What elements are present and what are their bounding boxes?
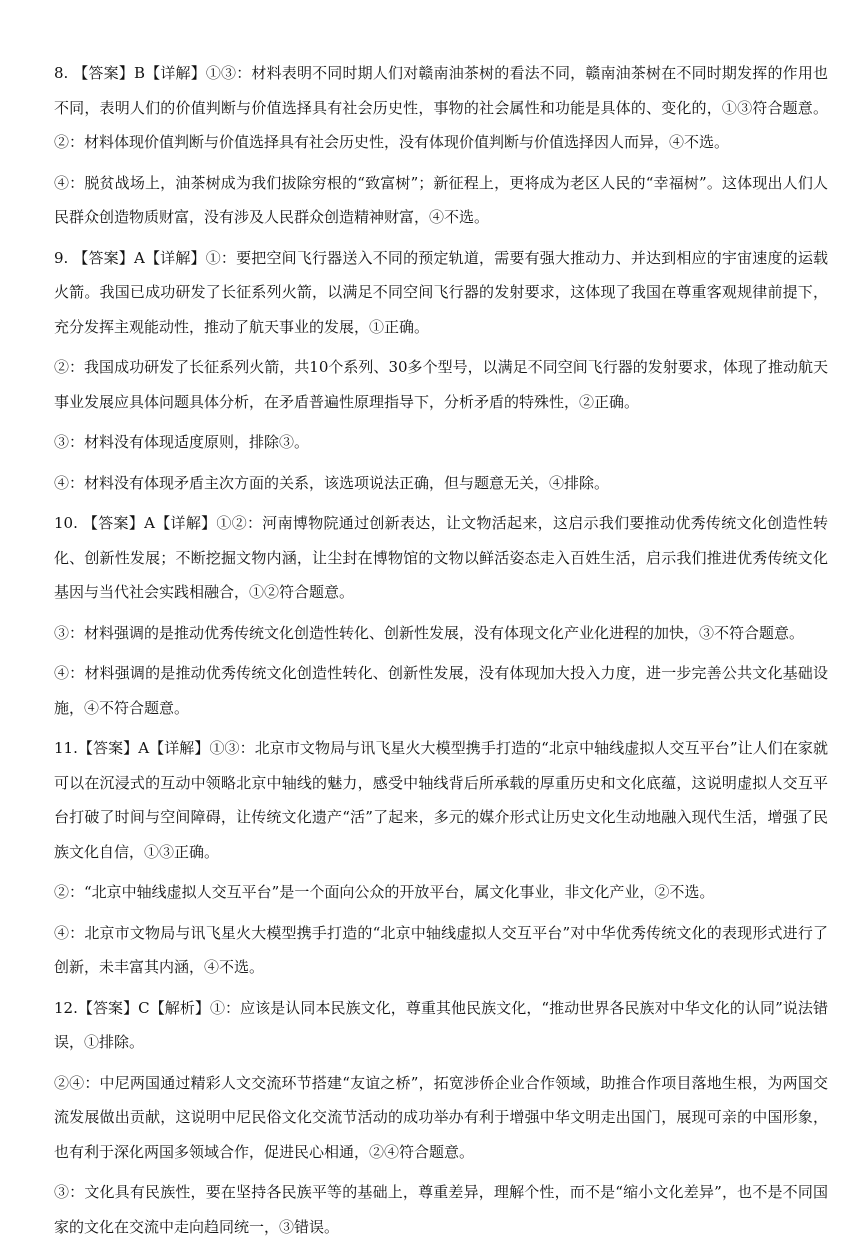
answer-8-option-4: ④：脱贫战场上，油茶树成为我们拔除穷根的“致富树”；新征程上，更将成为老区人民的“幸福树”。这体现出人们人民群众创造物质财富，没有涉及人民群众创造精神财富，④不选。 [54, 173, 828, 226]
answer-10-option-3: ③：材料强调的是推动优秀传统文化创造性转化、创新性发展，没有体现文化产业化进程的加快，③不符合题意。 [54, 623, 805, 642]
answer-9-option-2: ②：我国成功研发了长征系列火箭，共10个系列、30多个型号，以满足不同空间飞行器的发射要求，体现了推动航天事业发展应具体问题具体分析，在矛盾普遍性原理指导下，分析矛盾的特殊性，②正确。 [54, 358, 828, 411]
answer-12-option-3: ③：文化具有民族性，要在坚持各民族平等的基础上，尊重差异，理解个性，而不是“缩小文化差异”，也不是不同国家的文化在交流中走向趋同统一，③错误。 [54, 1183, 828, 1236]
answer-11-paragraph: 11.【答案】A【详解】①③：北京市文物局与讯飞星火大模型携手打造的“北京中轴线虚拟人交互平台”让人们在家就可以在沉浸式的互动中领略北京中轴线的魅力，感受中轴线背后所承载的厚重历史和文化底蕴，这说明虚拟人交互平台打破了时间与空间障碍，让传统文化遗产“活”了起来，多元的媒介形式让历史文化生动地融入现代生活，增强了民族文化自信，①③正确。 [54, 739, 828, 861]
answer-12-option-2-4: ②④：中尼两国通过精彩人文交流环节搭建“友谊之桥”，拓宽涉侨企业合作领域，助推合作项目落地生根，为两国交流发展做出贡献，这说明中尼民俗文化交流节活动的成功举办有利于增强中华文明走出国门，展现可亲的中国形象，也有利于深化两国多领域合作，促进民心相通，②④符合题意。 [54, 1073, 828, 1161]
answer-10-option-4: ④：材料强调的是推动优秀传统文化创造性转化、创新性发展，没有体现加大投入力度，进一步完善公共文化基础设施，④不符合题意。 [54, 664, 828, 717]
answer-11-option-2: ②：“北京中轴线虚拟人交互平台”是一个面向公众的开放平台，属文化事业，非文化产业，②不选。 [54, 883, 715, 901]
answer-11-option-4: ④：北京市文物局与讯飞星火大模型携手打造的“北京中轴线虚拟人交互平台”对中华优秀传统文化的表现形式进行了创新，未丰富其内涵，④不选。 [54, 923, 828, 976]
answer-9-paragraph: 9. 【答案】A【详解】①：要把空间飞行器送入不同的预定轨道，需要有强大推动力、并达到相应的宇宙速度的运载火箭。我国已成功研发了长征系列火箭，以满足不同空间飞行器的发射要求，这体现了我国在尊重客观规律前提下，充分发挥主观能动性，推动了航天事业的发展，①正确。 [54, 248, 828, 336]
answer-explanations [54, 56, 828, 1250]
answer-9-option-4: ④：材料没有体现矛盾主次方面的关系，该选项说法正确，但与题意无关，④排除。 [54, 473, 610, 492]
answer-10-paragraph: 10. 【答案】A【详解】①②：河南博物院通过创新表达，让文物活起来，这启示我们要推动优秀传统文化创造性转化、创新性发展；不断挖掘文物内涵，让尘封在博物馆的文物以鲜活姿态走入百姓生活，启示我们推进优秀传统文化基因与当代社会实践相融合，①②符合题意。 [54, 514, 828, 601]
answer-9-option-3: ③：材料没有体现适度原则，排除③。 [54, 433, 310, 451]
answer-12-paragraph: 12.【答案】C【解析】①：应该是认同本民族文化，尊重其他民族文化，“推动世界各民族对中华文化的认同”说法错误，①排除。 [54, 998, 828, 1051]
answer-8-paragraph: 8. 【答案】B【详解】①③：材料表明不同时期人们对赣南油茶树的看法不同，赣南油茶树在不同时期发挥的作用也不同，表明人们的价值判断与价值选择具有社会历史性，事物的社会属性和功能是具体的、变化的，①③符合题意。②：材料体现价值判断与价值选择具有社会历史性，没有体现价值判断与价值选择因人而异，④不选。 [54, 64, 828, 151]
